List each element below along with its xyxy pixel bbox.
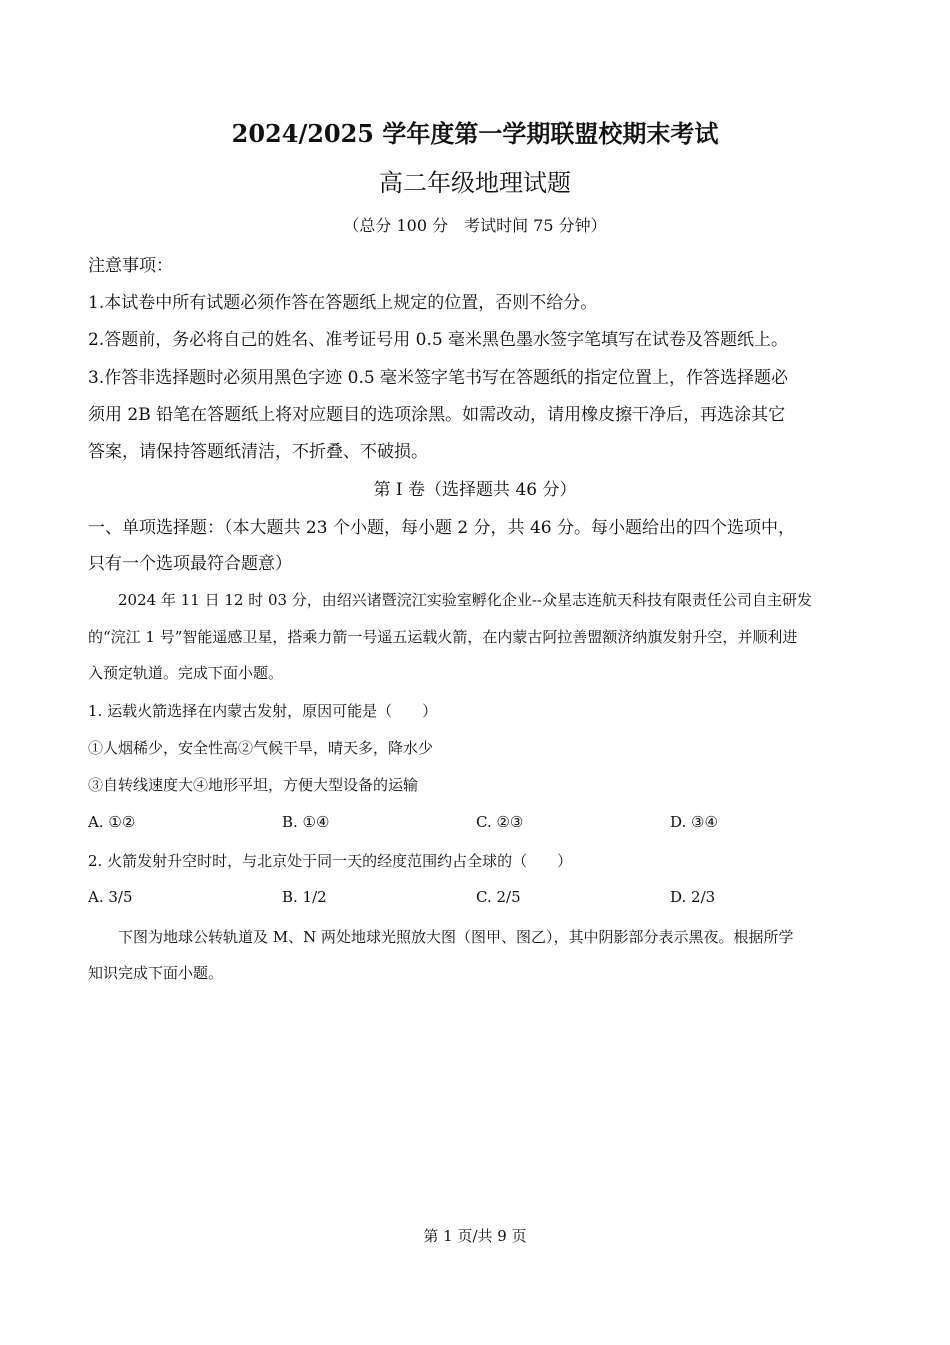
notice-item-3-cont: 须用 2B 铅笔在答题纸上将对应题目的选项涂黑。如需改动，请用橡皮擦干净后，再选涂其它 <box>88 405 786 425</box>
section-title: 第 I 卷（选择题共 46 分） <box>373 480 577 500</box>
passage2-line-1: 下图为地球公转轨道及 M、N 两处地球光照放大图（图甲、图乙），其中阴影部分表示黑夜。根据所学 <box>118 928 794 946</box>
question-1-option-a[interactable]: A. ①② <box>88 813 136 831</box>
question-1-statements: ①人烟稀少，安全性高②气候干旱，晴天多，降水少 <box>88 739 434 757</box>
question-2-options <box>88 888 864 906</box>
page-number: 第 1 页/共 9 页 <box>423 1227 527 1245</box>
exam-subject-title: 高二年级地理试题 <box>379 169 571 197</box>
question-2-option-b[interactable]: B. 1/2 <box>282 888 327 906</box>
notice-item-3-end: 答案，请保持答题纸清洁，不折叠、不破损。 <box>88 442 428 462</box>
section-instruction: 一、单项选择题：（本大题共 23 个小题，每小题 2 分，共 46 分。每小题给出的四个选项中， <box>88 518 796 538</box>
passage1-line-3: 入预定轨道。完成下面小题。 <box>88 664 284 682</box>
question-1-statements-cont: ③自转线速度大④地形平坦，方便大型设备的运输 <box>88 776 419 794</box>
notice-heading: 注意事项： <box>88 256 173 276</box>
question-1-options <box>88 813 864 831</box>
passage1-line-1: 2024 年 11 日 12 时 03 分，由绍兴诸暨浣江实验室孵化企业--众星志连航天科技有限责任公司自主研发 <box>118 591 812 609</box>
section-instruction-cont: 只有一个选项最符合题意） <box>88 554 292 574</box>
passage2-line-2: 知识完成下面小题。 <box>88 964 224 982</box>
passage1-line-2: 的“浣江 1 号”智能遥感卫星，搭乘力箭一号遥五运载火箭，在内蒙古阿拉善盟额济纳旗发射升空，并顺利进 <box>88 628 798 646</box>
exam-title: 2024/2025 学年度第一学期联盟校期末考试 <box>231 119 719 148</box>
question-2-option-a[interactable]: A. 3/5 <box>88 888 133 906</box>
question-1-stem: 1. 运载火箭选择在内蒙古发射，原因可能是（ ） <box>88 702 438 720</box>
question-2-option-d[interactable]: D. 2/3 <box>670 888 716 906</box>
notice-item-1: 1.本试卷中所有试题必须作答在答题纸上规定的位置，否则不给分。 <box>88 293 598 313</box>
question-1-option-b[interactable]: B. ①④ <box>282 813 330 831</box>
question-2-stem: 2. 火箭发射升空时时，与北京处于同一天的经度范围约占全球的（ ） <box>88 852 573 870</box>
notice-item-2: 2.答题前，务必将自己的姓名、准考证号用 0.5 毫米黑色墨水签字笔填写在试卷及答题纸上。 <box>88 330 789 350</box>
question-2-option-c[interactable]: C. 2/5 <box>476 888 521 906</box>
notice-item-3: 3.作答非选择题时必须用黑色字迹 0.5 毫米签字笔书写在答题纸的指定位置上，作答选择题必 <box>88 368 789 388</box>
exam-score-time: （总分 100 分 考试时间 75 分钟） <box>343 216 607 235</box>
question-1-option-c[interactable]: C. ②③ <box>476 813 524 831</box>
question-1-option-d[interactable]: D. ③④ <box>670 813 718 831</box>
